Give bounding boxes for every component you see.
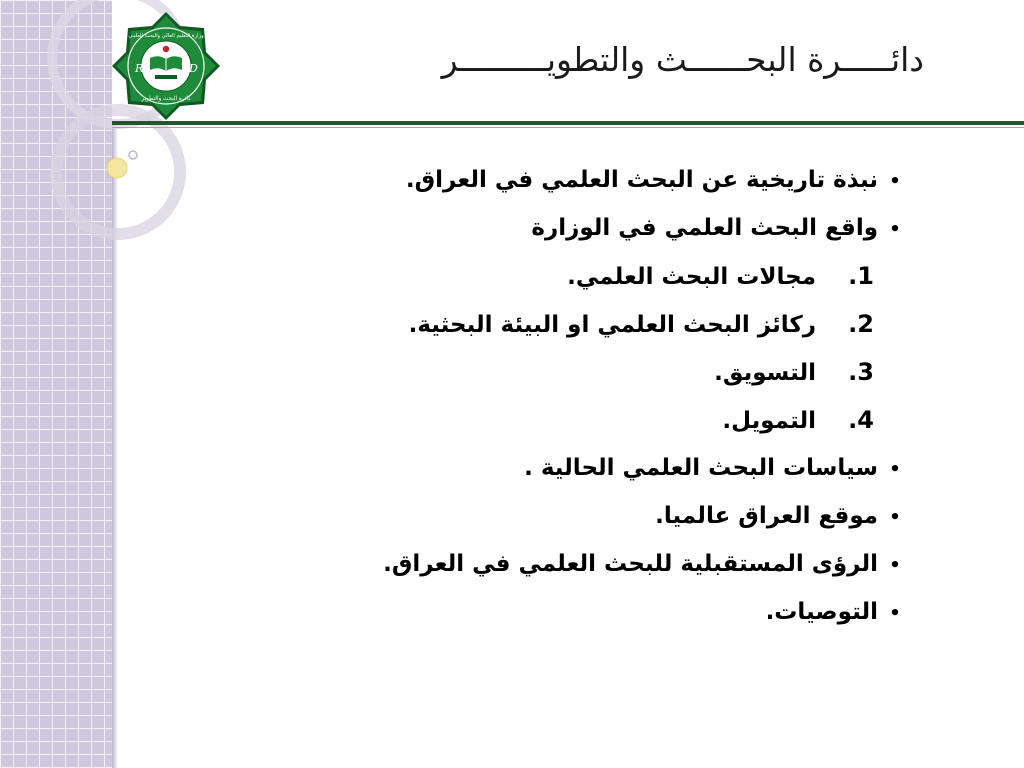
- numbered-item-text: التسويق.: [714, 360, 816, 386]
- list-item-text: موقع العراق عالميا.: [655, 503, 878, 529]
- bullet-marker: •: [889, 219, 901, 240]
- bullet-marker: •: [889, 459, 901, 480]
- list-item: [192, 158, 912, 206]
- ministry-logo: [106, 10, 226, 122]
- list-item-text: التوصيات.: [765, 599, 878, 625]
- logo-text-top: وزارة التعليم العالي والبحث العلمي: [128, 33, 204, 39]
- list-item: [192, 206, 912, 254]
- list-item: [192, 590, 912, 638]
- logo-text-bottom: دائرة البحث والتطوير: [141, 96, 191, 102]
- numbered-item-text: مجالات البحث العلمي.: [567, 264, 816, 290]
- numbered-item: [192, 398, 912, 446]
- slide-title: دائـــــرة البحــــــث والتطويـــــــــر: [441, 40, 924, 79]
- numbered-item-text: التمويل.: [722, 408, 816, 434]
- logo-letter-r: R: [135, 62, 144, 75]
- bullet-marker: •: [889, 171, 901, 192]
- numbered-item-text: ركائز البحث العلمي او البيئة البحثية.: [408, 312, 816, 338]
- bullet-marker: •: [889, 555, 901, 576]
- header-divider-thin: [112, 127, 1024, 128]
- header-divider: [112, 121, 1024, 125]
- logo-letter-d: D: [189, 62, 198, 75]
- numbered-item: [192, 350, 912, 398]
- bullet-marker: •: [889, 507, 901, 528]
- number-marker: 4.: [848, 406, 874, 434]
- numbered-item: [192, 254, 912, 302]
- list-item-text: سياسات البحث العلمي الحالية .: [524, 455, 878, 481]
- list-item-text: نبذة تاريخية عن البحث العلمي في العراق.: [405, 167, 878, 193]
- slide-content: [192, 158, 912, 638]
- list-item-text: واقع البحث العلمي في الوزارة: [531, 215, 878, 241]
- bullet-marker: •: [889, 603, 901, 624]
- list-item: [192, 542, 912, 590]
- numbered-item: [192, 302, 912, 350]
- number-marker: 2.: [848, 310, 874, 338]
- list-item-text: الرؤى المستقبلية للبحث العلمي في العراق.: [383, 551, 878, 577]
- list-item: [192, 494, 912, 542]
- list-item: [192, 446, 912, 494]
- number-marker: 1.: [848, 262, 874, 290]
- number-marker: 3.: [848, 358, 874, 386]
